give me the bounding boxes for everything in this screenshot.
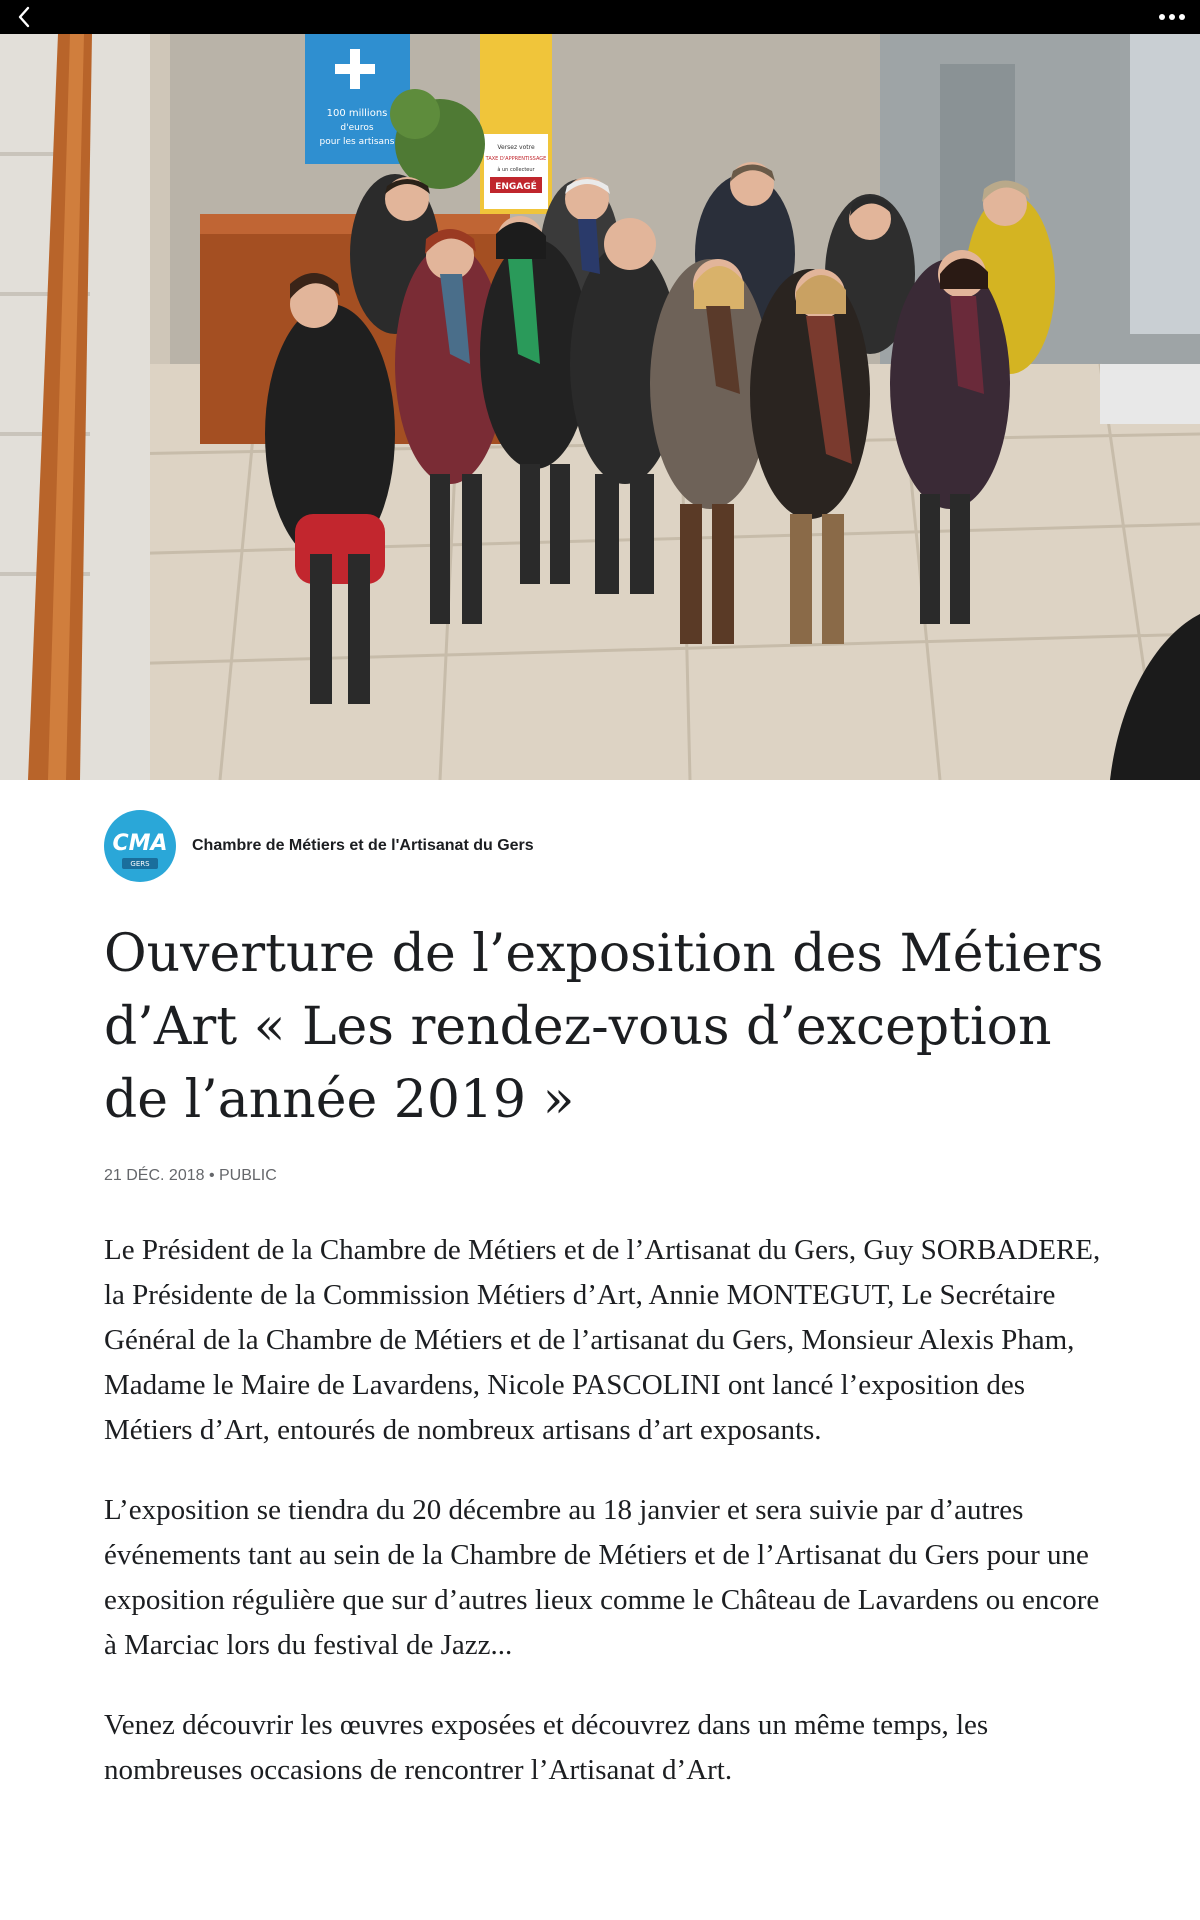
article-paragraph: Venez découvrir les œuvres exposées et découvrez dans un même temps, les nombreuses occasions de rencontrer l’Artisanat d’Art. bbox=[104, 1709, 989, 1786]
top-bar bbox=[0, 0, 1200, 34]
banner-line-1: Versez votre bbox=[497, 144, 535, 151]
back-button[interactable] bbox=[4, 0, 44, 34]
source-header[interactable] bbox=[104, 810, 534, 882]
banner-line-3: à un collecteur bbox=[497, 167, 535, 173]
banner-badge: ENGAGÉ bbox=[495, 182, 537, 192]
banner-line-2: TAXE D'APPRENTISSAGE bbox=[485, 156, 547, 162]
panel-line-2: d'euros bbox=[340, 123, 374, 133]
logo-sub: GERS bbox=[130, 860, 150, 868]
article-cover-photo bbox=[0, 34, 1200, 780]
chevron-left-icon bbox=[16, 5, 32, 29]
article-meta: 21 DÉC. 2018 • PUBLIC bbox=[104, 1167, 277, 1184]
article-paragraph: Le Président de la Chambre de Métiers et de l’Artisanat du Gers, Guy SORBADERE, la Présidente de la Commission Métiers d’Art, Annie MONTEGUT, Le Secrétaire Général de la Chambre de Métiers et de l’artisanat du Gers, Monsieur Alexis Pham, Madame le Maire de Lavardens, Nicole PASCOLINI ont lancé l’exposition des Métiers d’Art, entourés de nombreux artisans d’art exposants. bbox=[104, 1234, 1101, 1446]
more-horizontal-icon bbox=[1158, 13, 1186, 21]
panel-line-1: 100 millions bbox=[326, 108, 388, 119]
article-body bbox=[104, 1228, 1104, 1828]
cma-logo[interactable] bbox=[104, 810, 176, 882]
article-title: Ouverture de l’exposition des Métiers d’Art « Les rendez-vous d’exception de l’année 2019 » bbox=[104, 924, 1104, 1130]
logo-text: CMA bbox=[112, 831, 168, 856]
article-paragraph: L’exposition se tiendra du 20 décembre au 18 janvier et sera suivie par d’autres événements tant au sein de la Chambre de Métiers et de l’Artisanat du Gers pour une exposition régulière que sur d’autres lieux comme le Château de Lavardens ou encore à Marciac lors du festival de Jazz... bbox=[104, 1494, 1100, 1661]
panel-line-3: pour les artisans bbox=[319, 137, 395, 147]
source-name[interactable]: Chambre de Métiers et de l'Artisanat du Gers bbox=[192, 837, 534, 854]
cma-logo-mark bbox=[104, 810, 176, 882]
more-options-button[interactable] bbox=[1148, 0, 1196, 34]
